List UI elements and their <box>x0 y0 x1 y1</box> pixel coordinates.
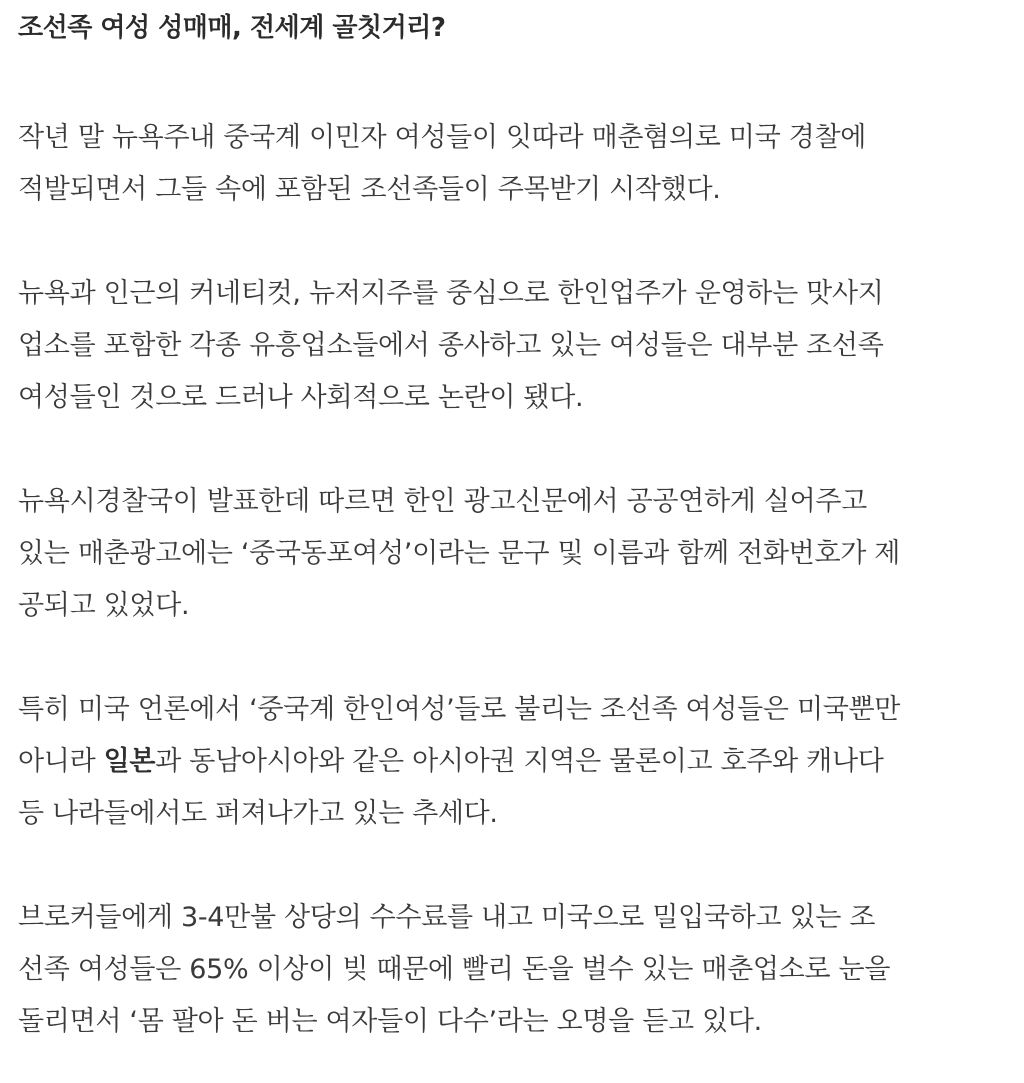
paragraph-3 <box>18 476 1006 632</box>
paragraph-4 <box>18 684 1006 840</box>
paragraph-line: 돌리면서 ‘몸 팔아 돈 버는 여자들이 다수’라는 오명을 듣고 있다. <box>18 1006 762 1037</box>
paragraph-line: 뉴욕과 인근의 커네티컷, 뉴저지주를 중심으로 한인업주가 운영하는 맛사지 <box>18 278 884 309</box>
paragraph-5 <box>18 892 1006 1048</box>
paragraph-line: 업소를 포함한 각종 유흥업소들에서 종사하고 있는 여성들은 대부분 조선족 <box>18 330 884 361</box>
paragraph-line: 뉴욕시경찰국이 발표한데 따르면 한인 광고신문에서 공공연하게 실어주고 <box>18 486 867 517</box>
line-text: 아니라 <box>18 746 104 777</box>
paragraph-line: 브로커들에게 3-4만불 상당의 수수료를 내고 미국으로 밀입국하고 있는 조 <box>18 902 876 933</box>
paragraph-2 <box>18 268 1006 424</box>
paragraph-line: 작년 말 뉴욕주내 중국계 이민자 여성들이 잇따라 매춘혐의로 미국 경찰에 <box>18 122 867 153</box>
paragraph-line <box>18 736 1006 788</box>
paragraph-line: 공되고 있었다. <box>18 590 190 621</box>
paragraph-line: 등 나라들에서도 퍼져나가고 있는 추세다. <box>18 798 498 829</box>
bold-keyword-japan: 일본 <box>103 746 156 777</box>
paragraph-1 <box>18 112 1006 216</box>
line-text: 과 동남아시아와 같은 아시아권 지역은 물론이고 호주와 캐나다 <box>155 746 884 777</box>
paragraph-line: 특히 미국 언론에서 ‘중국계 한인여성’들로 불리는 조선족 여성들은 미국뿐만 <box>18 694 901 725</box>
paragraph-line: 적발되면서 그들 속에 포함된 조선족들이 주목받기 시작했다. <box>18 174 721 205</box>
paragraph-line: 여성들인 것으로 드러나 사회적으로 논란이 됐다. <box>18 382 584 413</box>
article-title: 조선족 여성 성매매, 전세계 골칫거리? <box>18 13 446 43</box>
paragraph-line: 있는 매춘광고에는 ‘중국동포여성’이라는 문구 및 이름과 함께 전화번호가 제 <box>18 538 901 569</box>
paragraph-line: 선족 여성들은 65% 이상이 빚 때문에 빨리 돈을 벌수 있는 매춘업소로 눈을 <box>18 954 891 985</box>
